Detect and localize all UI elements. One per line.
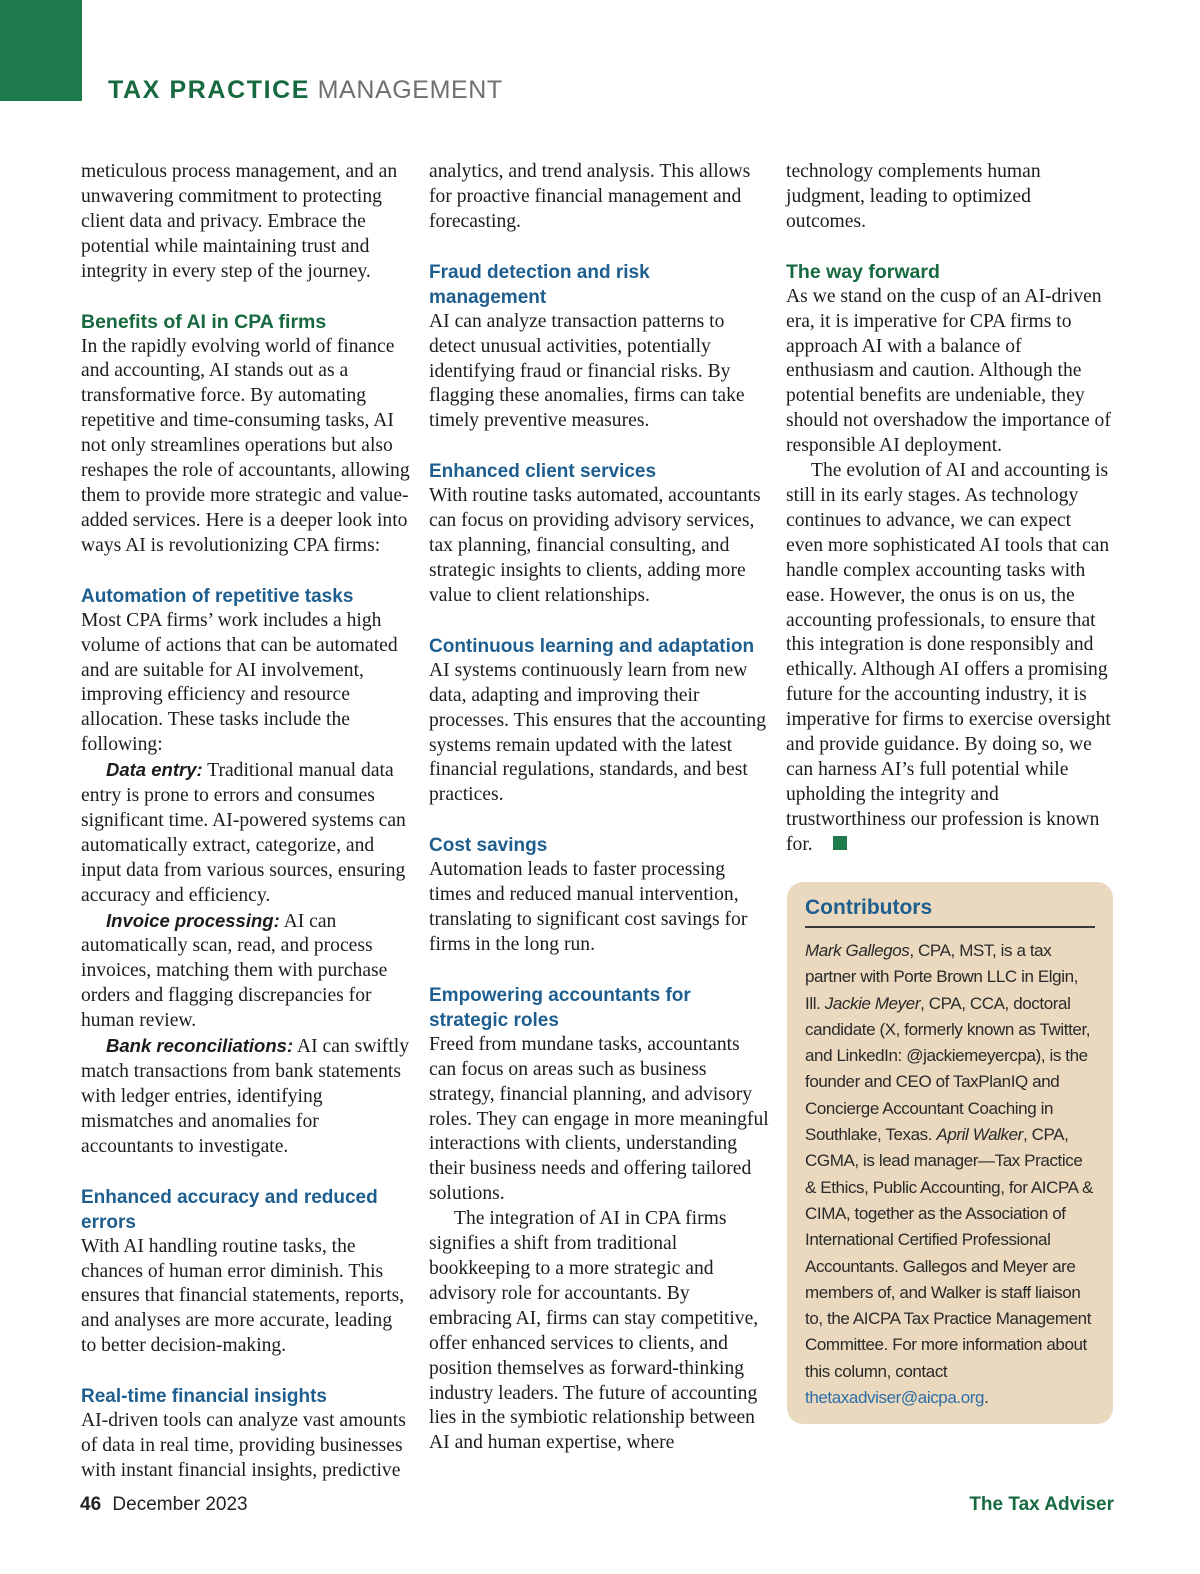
- learning-paragraph: AI systems continuously learn from new data, adapting and improving their processes. This ensures that the accounting systems remain updated with the latest financial regulations, standards, and best practices.: [429, 659, 766, 806]
- bank-lead: Bank reconciliations:: [106, 1035, 294, 1057]
- empowering-paragraph: Freed from mundane tasks, accountants can focus on areas such as business strategy, financial planning, and advisory roles. They can engage in more meaningful interactions with clients, understanding their business needs and offering tailored solutions.: [429, 1033, 769, 1205]
- col1-intro: meticulous process management, and an unwavering commitment to protecting client data and privacy. Embrace the potential while maintaining trust and integrity in every step of the journey.: [81, 161, 398, 282]
- col3-intro: technology complements human judgment, leading to optimized outcomes.: [786, 161, 1041, 232]
- contributor-name-2: Jackie Meyer: [824, 993, 921, 1013]
- heading-automation: Automation of repetitive tasks: [81, 585, 354, 607]
- heading-learning: Continuous learning and adaptation: [429, 635, 755, 657]
- column-1: [81, 160, 411, 1484]
- contact-email-link[interactable]: thetaxadviser@aicpa.org: [805, 1388, 985, 1408]
- data-entry-lead: Data entry:: [106, 759, 203, 781]
- heading-way-forward: The way forward: [786, 260, 940, 283]
- automation-paragraph: Most CPA firms’ work includes a high volume of actions that can be automated and are suitable for AI involvement, improving efficiency and resource allocation. These tasks include the following:: [81, 609, 398, 756]
- col2-intro: analytics, and trend analysis. This allows for proactive financial management and forecasting.: [429, 161, 751, 232]
- end-mark-icon: [833, 836, 847, 850]
- bank-paragraph: [81, 1034, 411, 1160]
- realtime-paragraph: AI-driven tools can analyze vast amounts of data in real time, providing businesses with instant financial insights, predictive: [81, 1410, 406, 1481]
- data-entry-text: Traditional manual data entry is prone to errors and consumes significant time. AI-powered systems can automatically extract, categorize, and input data from various sources, ensuring accuracy and efficiency.: [81, 760, 406, 906]
- data-entry-paragraph: [81, 758, 411, 908]
- heading-client-services: Enhanced client services: [429, 461, 657, 483]
- invoice-lead: Invoice processing:: [106, 909, 280, 931]
- heading-accuracy: Enhanced accuracy and reduced errors: [81, 1186, 378, 1233]
- heading-cost-savings: Cost savings: [429, 835, 548, 857]
- fraud-paragraph: AI can analyze transaction patterns to detect unusual activities, potentially identifying fraud or financial risks. By flagging these anomalies, firms can take timely preventive measures.: [429, 310, 745, 432]
- heading-benefits: Benefits of AI in CPA firms: [81, 310, 327, 333]
- heading-empowering: Empowering accountants for strategic roles: [429, 984, 691, 1031]
- cost-savings-paragraph: Automation leads to faster processing times and reduced manual intervention, translating to significant cost savings for firms in the long run.: [429, 859, 748, 955]
- way-forward-paragraph: As we stand on the cusp of an AI-driven era, it is imperative for CPA firms to approach AI with a balance of enthusiasm and caution. Although the potential benefits are undeniable, they should not overshadow the importance of responsible AI deployment.: [786, 285, 1111, 457]
- footer-page-info: [80, 1494, 248, 1516]
- contributors-box: [787, 882, 1113, 1424]
- contributors-end: .: [984, 1388, 989, 1408]
- column-2: [429, 160, 771, 1456]
- contributor-text-3: , CPA, CGMA, is lead manager—Tax Practice & Ethics, Public Accounting, for AICPA & CIMA, together as the Association of International Certified Professional Accountants. Gallegos and Meyer are members of, and Walker is staff liaison to, the AICPA Tax Practice Management Committee. For more information about this column, contact: [805, 1125, 1093, 1381]
- heading-fraud: Fraud detection and risk management: [429, 261, 650, 308]
- page-number: 46: [80, 1494, 102, 1515]
- section-title: [108, 76, 503, 105]
- contributor-name-3: April Walker: [936, 1125, 1023, 1145]
- contributor-text-2: , CPA, CCA, doctoral candidate (X, formerly known as Twitter, and LinkedIn: @jackiemeyercpa), is the founder and CEO of TaxPlanIQ and Concierge Accountant Coaching in Southlake, Texas.: [805, 993, 1091, 1145]
- column-3: [786, 160, 1112, 858]
- heading-realtime: Real-time financial insights: [81, 1386, 327, 1408]
- client-services-paragraph: With routine tasks automated, accountants can focus on providing advisory services, tax planning, financial consulting, and strategic insights to clients, adding more value to client relationships.: [429, 485, 761, 606]
- contributors-body: [805, 938, 1095, 1411]
- evolution-text: The evolution of AI and accounting is still in its early stages. As technology continues to advance, we can expect even more sophisticated AI tools that can handle complex accounting tasks with ease. However, the onus is on us, the accounting professionals, to ensure that this integration is done responsibly and ethically. Although AI offers a promising future for the accounting industry, it is imperative for firms to exercise oversight and provide guidance. By doing so, we can harness AI’s full potential while upholding the integrity and trustworthiness our profession is known for.: [786, 460, 1111, 855]
- section-title-light: MANAGEMENT: [317, 76, 503, 104]
- contributor-name-1: Mark Gallegos: [805, 941, 910, 960]
- corner-accent-block: [0, 0, 82, 101]
- bank-text: AI can swiftly match transactions from bank statements with ledger entries, identifying mismatches and anomalies for accountants to investigate.: [81, 1036, 410, 1157]
- benefits-paragraph: In the rapidly evolving world of finance and accounting, AI stands out as a transformative force. By automating repetitive and time-consuming tasks, AI not only streamlines operations but also reshapes the role of accountants, allowing them to provide more strategic and value-added services. Here is a deeper look into ways AI is revolutionizing CPA firms:: [81, 335, 410, 556]
- publication-name: The Tax Adviser: [969, 1494, 1114, 1515]
- contributor-text-1: , CPA, MST, is a tax partner with Porte Brown LLC in Elgin, Ill.: [805, 941, 1078, 1013]
- invoice-paragraph: [81, 909, 411, 1035]
- section-title-bold: TAX PRACTICE: [108, 76, 311, 104]
- integration-paragraph: The integration of AI in CPA firms signifies a shift from traditional bookkeeping to a more strategic and advisory role for accountants. By embracing AI, firms can stay competitive, offer enhanced services to clients, and position themselves as forward-thinking industry leaders. The future of accounting lies in the symbiotic relationship between AI and human expertise, where: [429, 1208, 759, 1454]
- invoice-text: AI can automatically scan, read, and process invoices, matching them with purchase orders and flagging discrepancies for human review.: [81, 910, 388, 1032]
- accuracy-paragraph: With AI handling routine tasks, the chances of human error diminish. This ensures that financial statements, reports, and analyses are more accurate, leading to better decision-making.: [81, 1235, 405, 1357]
- contributors-heading: Contributors: [805, 894, 1095, 928]
- evolution-paragraph: [786, 459, 1112, 858]
- issue-date: December 2023: [112, 1494, 248, 1515]
